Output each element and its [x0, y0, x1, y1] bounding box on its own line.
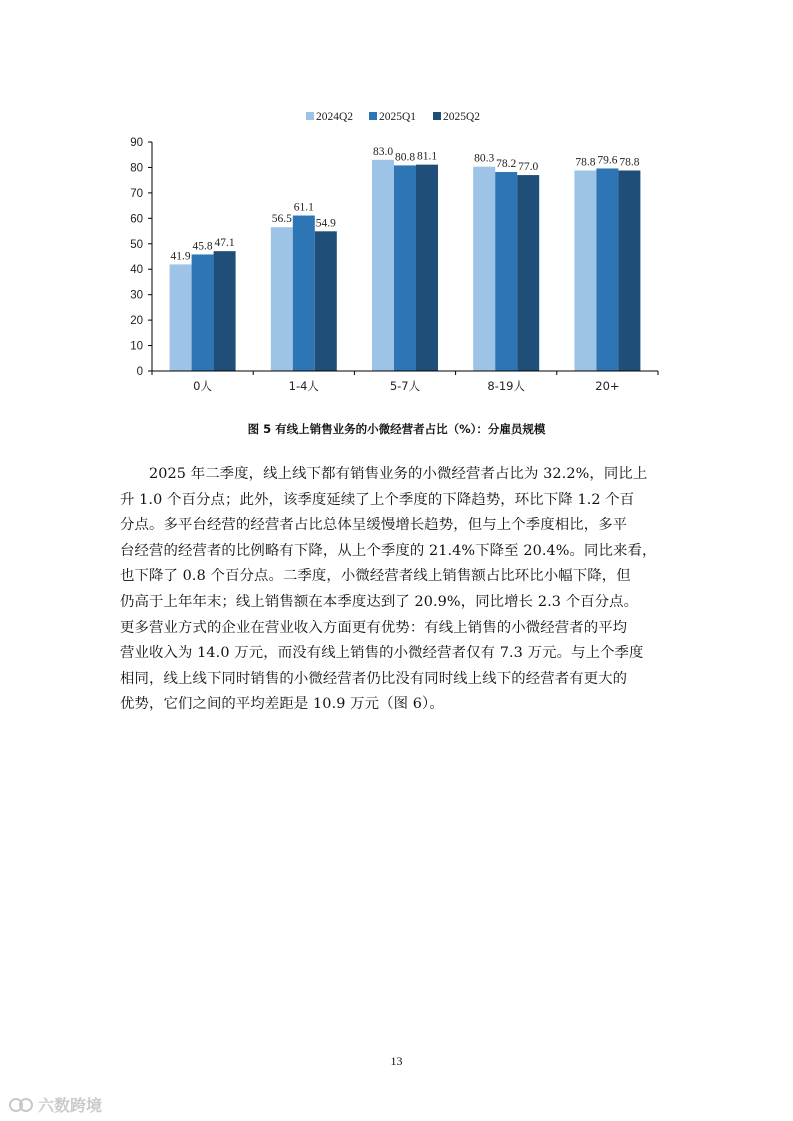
- paragraph-line: 也下降了 0.8 个百分点。二季度，小微经营者线上销售额占比环比小幅下降，但: [120, 568, 631, 585]
- data-label: 80.3: [474, 152, 495, 165]
- paragraph-line: 优势，它们之间的平均差距是 10.9 万元（图 6）。: [120, 696, 444, 713]
- bar: [517, 175, 539, 371]
- paragraph-line: 台经营的经营者的比例略有下降，从上个季度的 21.4%下降至 20.4%。同比来看，: [120, 542, 657, 559]
- bar: [214, 251, 236, 371]
- data-label: 80.8: [394, 151, 416, 164]
- paragraph-line: 仍高于上年年末；线上销售额在本季度达到了 20.9%，同比增长 2.3 个百分点。: [120, 593, 639, 610]
- x-axis: [152, 371, 658, 393]
- y-tick-label: 60: [130, 213, 143, 226]
- bar-chart: [0, 0, 793, 420]
- data-label: 78.2: [496, 158, 517, 171]
- page-number: 13: [390, 1054, 403, 1068]
- bar: [315, 231, 337, 371]
- x-tick-label: 20+: [595, 379, 620, 393]
- data-label: 78.8: [575, 156, 596, 169]
- y-tick-label: 10: [130, 340, 143, 353]
- bar: [394, 165, 416, 371]
- bar: [473, 167, 495, 371]
- body-paragraph: [120, 462, 675, 718]
- watermark: [8, 1093, 102, 1116]
- data-label: 81.1: [416, 150, 438, 163]
- bar: [618, 170, 640, 371]
- data-label: 41.9: [170, 250, 191, 263]
- x-tick-label: 8-19人: [487, 379, 526, 393]
- bar: [170, 264, 192, 371]
- paragraph-line: 更多营业方式的企业在营业收入方面更有优势：有线上销售的小微经营者的平均: [120, 619, 628, 636]
- data-label: 45.8: [192, 240, 213, 253]
- bar: [192, 254, 214, 371]
- y-tick-label: 50: [130, 238, 143, 251]
- bar: [293, 216, 315, 371]
- x-tick-label: 1-4人: [288, 379, 319, 393]
- legend-label: 2024Q2: [316, 111, 354, 123]
- legend-swatch: [369, 112, 377, 120]
- y-tick-label: 70: [130, 187, 143, 200]
- data-label: 83.0: [372, 145, 394, 158]
- watermark-logo-icon: [8, 1095, 34, 1115]
- legend-swatch: [433, 112, 441, 120]
- data-label: 79.6: [597, 154, 618, 167]
- bar: [271, 227, 293, 371]
- paragraph-line: 升 1.0 个百分点；此外，该季度延续了上个季度的下降趋势，环比下降 1.2 个百: [120, 491, 635, 508]
- paragraph-line: 相同，线上线下同时销售的小微经营者仍比没有同时线上线下的经营者有更大的: [120, 670, 628, 687]
- bar: [596, 168, 618, 371]
- data-label: 61.1: [293, 201, 314, 214]
- data-label: 78.8: [619, 156, 640, 169]
- y-tick-label: 80: [130, 162, 143, 175]
- x-tick-label: 5-7人: [389, 379, 421, 393]
- figure-caption: 图 5 有线上销售业务的小微经营者占比（%）：分雇员规模: [247, 422, 546, 436]
- legend-swatch: [306, 112, 314, 120]
- legend-label: 2025Q2: [443, 111, 481, 123]
- y-tick-label: 40: [130, 264, 143, 277]
- y-tick-label: 30: [130, 289, 143, 302]
- data-label: 47.1: [214, 237, 235, 250]
- watermark-text: 六数跨境: [38, 1096, 103, 1115]
- data-label: 54.9: [315, 217, 336, 230]
- legend-label: 2025Q1: [379, 111, 417, 123]
- y-tick-label: 0: [136, 366, 143, 378]
- data-label: 56.5: [271, 213, 292, 226]
- y-tick-label: 90: [130, 137, 143, 149]
- y-axis: [130, 137, 152, 378]
- bar-series: [170, 160, 641, 371]
- paragraph-line: 分点。多平台经营的经营者占比总体呈缓慢增长趋势，但与上个季度相比，多平: [120, 517, 628, 534]
- paragraph-line: 营业收入为 14.0 万元，而没有线上销售的小微经营者仅有 7.3 万元。与上个季度: [120, 645, 644, 662]
- x-tick-label: 0人: [193, 379, 213, 393]
- bar: [495, 172, 517, 371]
- chart-legend: [306, 111, 480, 123]
- paragraph-line: 2025 年二季度，线上线下都有销售业务的小微经营者占比为 32.2%，同比上: [149, 466, 648, 482]
- bar: [574, 170, 596, 371]
- bar: [416, 165, 438, 371]
- bar: [372, 160, 394, 371]
- y-tick-label: 20: [130, 315, 143, 328]
- data-label: 77.0: [518, 161, 539, 174]
